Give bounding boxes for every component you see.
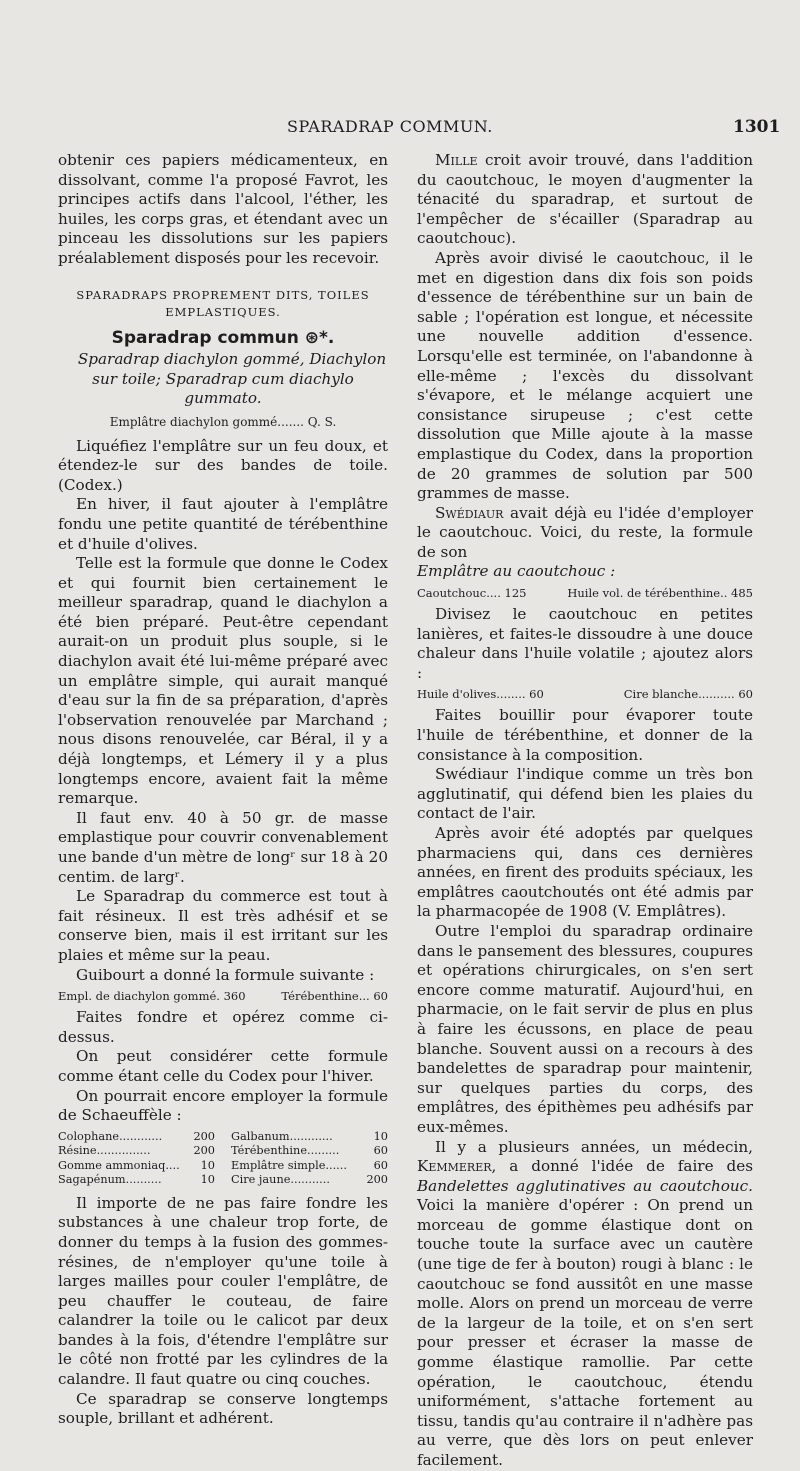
paragraph: Divisez le caoutchouc en petites lanières, et faites-le dissoudre à une douce chaleur dans l'huile volatile ; ajoutez alors : [417,605,753,682]
paragraph: Après avoir divisé le caoutchouc, il le met en digestion dans dix fois son poids d'essence de térébenthine sur un bain de sable ; l'opération est longue, et nécessite une nouvelle addition d'essence. Lorsqu'elle est terminée, on l'abandonne à elle-même ; l'excès du dissolvant s'évapore, et le mélange acquiert une consistance sirupeuse ; c'est cette dissolution que Mille ajoute à la masse emplastique du Codex, dans la proportion de 20 grammes de solution par 500 grammes de masse. [417,248,753,503]
page-number: 1301 [733,117,781,137]
paragraph: Il faut env. 40 à 50 gr. de masse emplastique pour couvrir convenablement une bande d'un mètre de longʳ sur 18 à 20 centim. de largʳ. [58,808,388,886]
formula-table [58,1130,388,1188]
paragraph: Après avoir été adoptés par quelques pharmaciens qui, dans ces dernières années, en firent des produits spéciaux, les emplâtres caoutchoutés ont été admis par la pharmacopée de 1908 (V. Emplâtres). [417,824,753,921]
paragraph [417,151,753,249]
paragraph: Telle est la formule que donne le Codex et qui fournit bien certainement le meilleur sparadrap, quand le diachylon a été bien préparé. Peut-être cependant aurait-on un produit plus souple, si le diachylon avait été lui-même préparé avec un emplâtre simple, qui aurait manqué d'eau sur la fin de sa préparation, d'après l'observation renouvelée par Marchand ; nous disons renouvelée, car Béral, il y a déjà longtemps, et Lémery il y a plus longtemps encore, avaient fait la même remarque. [58,554,388,808]
formula-item: Cire blanche.......... 60 [623,687,753,702]
right-column [417,151,753,1471]
ingredient-name: Sagapénum.......... [58,1173,162,1187]
ingredient-name: Cire jaune........... [231,1173,330,1187]
paragraph: On peut considérer cette formule comme étant celle du Codex pour l'hiver. [58,1047,388,1085]
ingredient-name: Galbanum............ [231,1129,333,1143]
ingredient-qty: 10 [200,1173,215,1187]
formula-line: Emplâtre diachylon gommé....... Q. S. [109,414,337,429]
ingredient-qty: 200 [193,1129,215,1143]
paragraph: Il importe de ne pas faire fondre les substances à une chaleur trop forte, de donner du temps à la fusion des gommes-résines, de n'employer qu'une toile à larges mailles pour couler l'emplâtre, de peu chauffer le couteau, de faire calandrer la toile ou le calicot par deux bandes à la fois, d'étendre l'emplâtre sur le côté non frotté par les cylindres de la calandre. Il faut quatre ou cinq couches. [58,1193,388,1389]
paragraph: Guibourt a donné la formule suivante : [76,965,375,984]
formula-row [231,1144,388,1159]
formula-row [58,1144,215,1159]
paragraph: Swédiaur l'indique comme un très bon agglutinatif, qui défend bien les plaies du contact de l'air. [417,765,753,823]
formula-additions [417,686,753,703]
paragraph: Ce sparadrap se conserve longtemps souple, brillant et adhérent. [58,1389,388,1428]
ingredient-name: Emplâtre simple...... [231,1158,347,1172]
section-heading: SPARADRAPS PROPREMENT DITS, TOILES EMPLASTIQUES. [76,287,370,319]
paragraph: Liquéfiez l'emplâtre sur un feu doux, et étendez-le sur des bandes de toile. (Codex.) [58,436,388,494]
paragraph: On pourrait encore employer la formule de Schaeuffèle : [58,1086,388,1125]
formula-item: Huile d'olives........ 60 [417,687,544,702]
ingredient-name: Résine............... [58,1144,151,1158]
ingredient-name: Térébenthine......... [231,1144,340,1158]
ingredient-qty: 200 [193,1144,215,1158]
formula-row [231,1130,388,1145]
paragraph [417,504,753,582]
author-name: Mille [435,151,478,169]
author-name: Kemmerer [417,1157,492,1176]
ingredient-qty: 200 [366,1173,388,1187]
ingredient-qty: 10 [373,1129,388,1143]
left-column [58,151,388,1429]
paragraph-text: Il y a plusieurs années, un médecin, [435,1137,753,1156]
ingredient-name: Colophane............ [58,1129,163,1143]
paragraph: Outre l'emploi du sparadrap ordinaire dans le pansement des blessures, coupures et opérations chirurgicales, on s'en sert encore comme maturatif. Aujourd'hui, en pharmacie, on le fait servir de plus en plus à faire les écussons, en place de peau blanche. Souvent aussi on a recours à des bandelettes de sparadrap pour maintenir, sur quelques parties du corps, des emplâtres, des épithèmes peu adhésifs par eux-mêmes. [417,921,753,1136]
article-title: Sparadrap commun ⊛*. [111,327,335,348]
formula-swediaur [417,585,753,602]
formula-row [231,1173,388,1188]
paragraph: Le Sparadrap du commerce est tout à fait résineux. Il est très adhésif et se conserve bien, mais il est irritant sur les plaies et même sur la peau. [58,887,388,964]
paragraph-text: croit avoir trouvé, dans l'addition du caoutchouc, le moyen d'augmenter la ténacité du sparadrap, et surtout de l'empêcher de s'écailler (Sparadrap au caoutchouc). [417,151,753,248]
paragraph: Faites bouillir pour évaporer toute l'huile de térébenthine, et donner de la consistance à la composition. [417,706,753,764]
formula-row [58,1159,215,1174]
running-head [0,117,800,141]
paragraph-text: Voici la manière d'opérer : On prend un morceau de gomme élastique dont on touche toute la surface avec un cautère (une tige de fer à bouton) rougi à blanc : le caoutchouc se fond aussitôt en une masse molle. Alors on prend un morceau de verre de la largeur de la toile, et on s'en sert pour presser et écraser la masse de gomme élastique ramollie. Par cette opération, le caoutchouc, étendu uniformément, s'attache fortement au tissu, tandis qu'au contraire il n'adhère pas au verre, que dès lors on peut enlever facilement. [417,1196,753,1469]
paragraph: obtenir ces papiers médicamenteux, en dissolvant, comme l'a proposé Favrot, les principes actifs dans l'alcool, l'éther, les huiles, les corps gras, et étendant avec un pinceau les dissolutions sur les papiers préalablement disposés pour les recevoir. [58,151,388,267]
formula-row [58,1130,215,1145]
formula-guibourt [58,988,388,1005]
formula-title: Emplâtre au caoutchouc : [417,562,616,581]
ingredient-qty: 60 [373,1144,388,1158]
paragraph-text: , a donné l'idée de faire des [491,1157,753,1176]
italic-term: Bandelettes agglutinatives au caoutchouc. [417,1176,753,1195]
author-name: Swédiaur [435,503,504,522]
running-title: SPARADRAP COMMUN. [287,117,493,136]
formula-row [231,1159,388,1174]
formula-row [58,1173,215,1188]
formula-item: Huile vol. de térébenthine.. 485 [567,586,753,601]
formula-item: Caoutchouc.... 125 [417,586,527,601]
paragraph: En hiver, il faut ajouter à l'emplâtre fondu une petite quantité de térébenthine et d'huile d'olives. [58,495,388,553]
formula-item: Empl. de diachylon gommé. 360 [58,989,246,1004]
ingredient-name: Gomme ammoniaq.... [58,1158,180,1172]
paragraph: Faites fondre et opérez comme ci-dessus. [58,1008,388,1046]
paragraph-text: avait déjà eu l'idée d'employer le caoutchouc. Voici, du reste, la formule de son [417,503,753,561]
ingredient-qty: 10 [200,1158,215,1172]
ingredient-qty: 60 [373,1158,388,1172]
synonyms: Sparadrap diachylon gommé, Diachylon sur toile; Sparadrap cum diachylo gummato. [77,350,387,408]
paragraph [417,1138,753,1471]
formula-item: Térébenthine... 60 [281,989,388,1004]
